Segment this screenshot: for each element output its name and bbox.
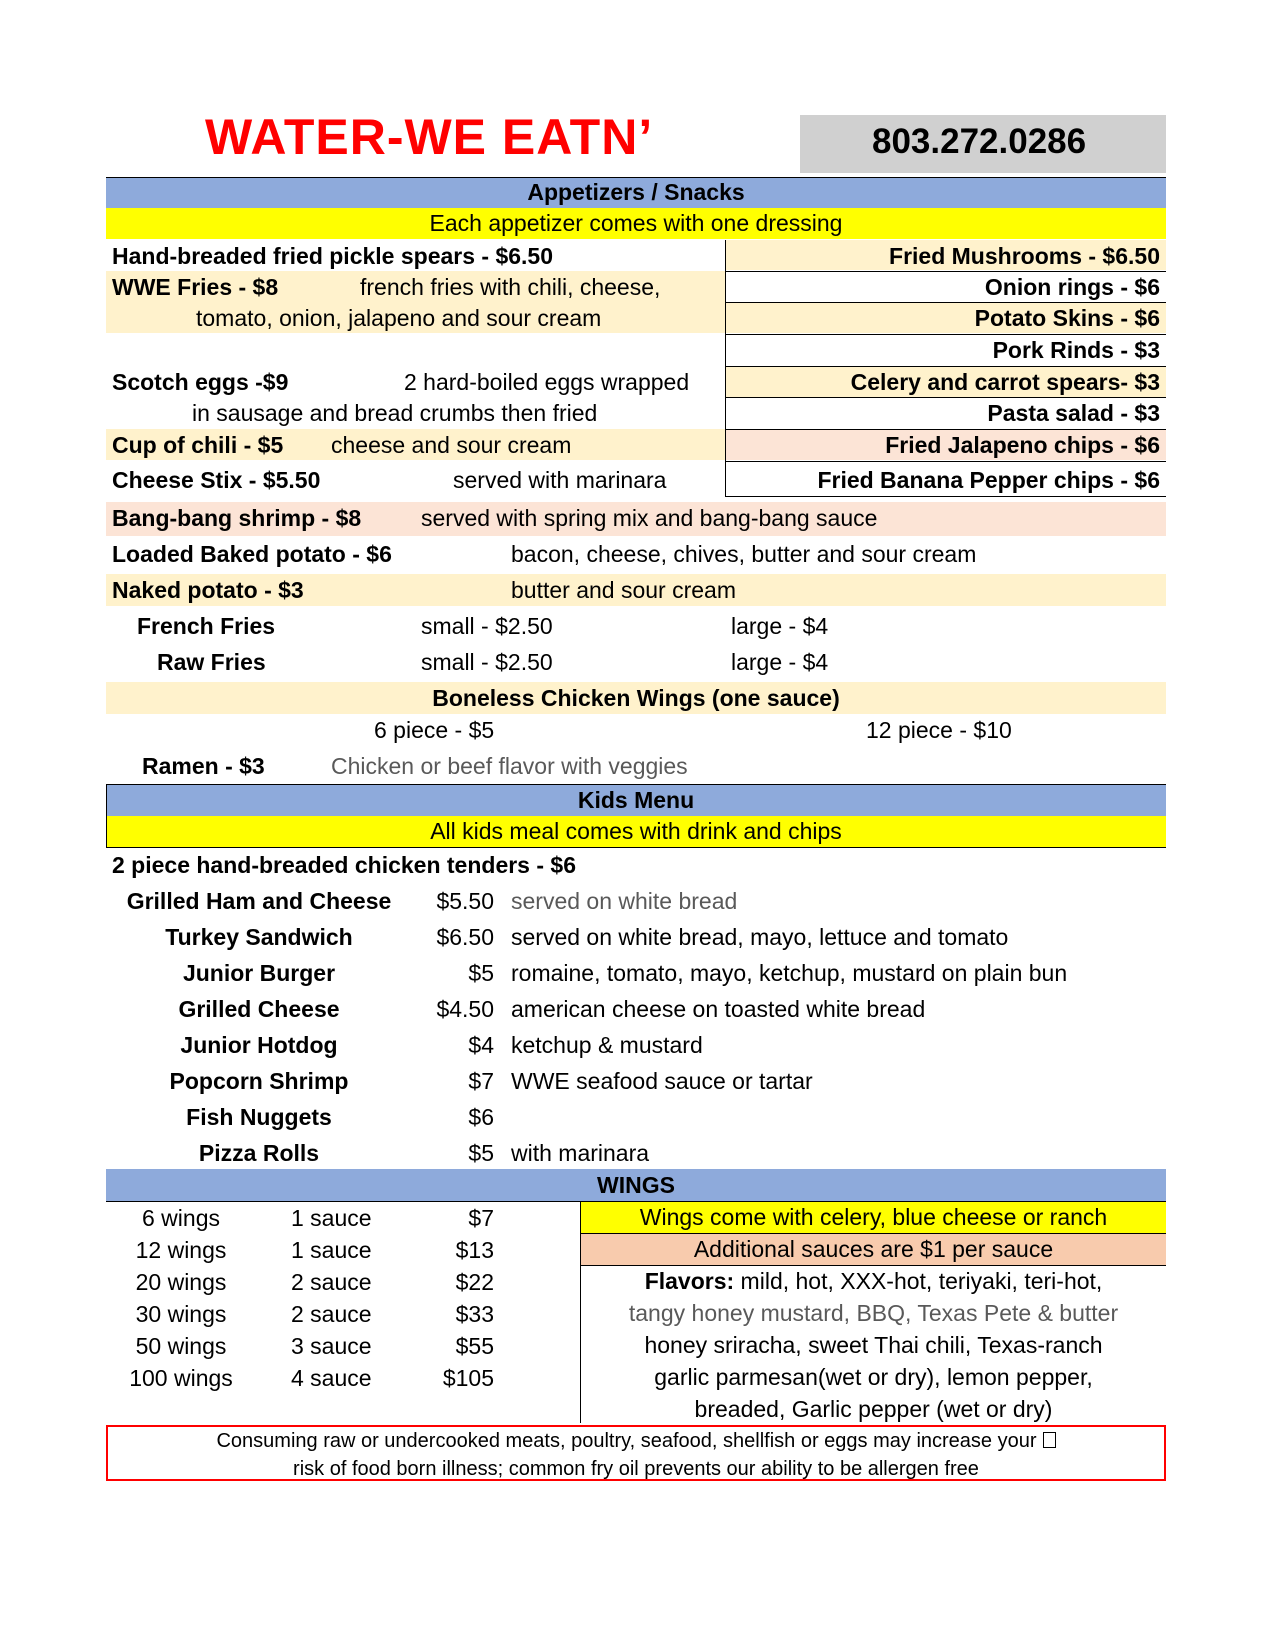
- item-onion-rings: Onion rings - $6: [984, 274, 1160, 300]
- scotch-eggs-desc-cont: in sausage and bread crumbs then fried: [192, 400, 598, 426]
- kids-menu-heading: Kids Menu: [106, 784, 1166, 816]
- wings-flavors-line-3: honey sriracha, sweet Thai chili, Texas-ranch: [644, 1332, 1103, 1358]
- wings-sauce-count: 4 sauce: [291, 1365, 372, 1391]
- appetizers-subheading: Each appetizer comes with one dressing: [106, 208, 1166, 239]
- item-pasta-salad: Pasta salad - $3: [987, 400, 1160, 426]
- wings-flavors-line-5: breaded, Garlic pepper (wet or dry): [694, 1396, 1053, 1422]
- kids-item-name: Turkey Sandwich: [165, 924, 353, 950]
- wwe-fries-desc: french fries with chili, cheese,: [360, 274, 661, 300]
- kids-item-desc: ketchup & mustard: [511, 1032, 703, 1058]
- item-fried-mushrooms: Fried Mushrooms - $6.50: [889, 243, 1160, 269]
- wings-count: 100 wings: [129, 1365, 233, 1391]
- kids-item-name: Grilled Cheese: [178, 996, 340, 1022]
- wings-price: $105: [442, 1365, 494, 1391]
- item-french-fries: French Fries: [137, 613, 276, 639]
- wwe-fries-desc-cont: tomato, onion, jalapeno and sour cream: [196, 305, 602, 331]
- item-scotch-eggs: Scotch eggs -$9: [112, 369, 289, 395]
- wings-sauce-count: 3 sauce: [291, 1333, 372, 1359]
- wings-count: 50 wings: [135, 1333, 227, 1359]
- wings-flavors-line-4: garlic parmesan(wet or dry), lemon pepper,: [654, 1364, 1093, 1390]
- disclaimer-text-1: Consuming raw or undercooked meats, poultry, seafood, shellfish or eggs may increase your: [216, 1430, 1037, 1452]
- square-icon: [1043, 1432, 1056, 1448]
- cheese-stix-desc: served with marinara: [453, 467, 667, 493]
- kids-item-price: $5: [468, 960, 494, 986]
- kids-item-desc: romaine, tomato, mayo, ketchup, mustard on plain bun: [511, 960, 1068, 986]
- kids-item-price: $5.50: [436, 888, 494, 914]
- kids-chicken-tenders: 2 piece hand-breaded chicken tenders - $6: [112, 852, 576, 878]
- flavors-label: Flavors:: [644, 1268, 735, 1294]
- item-celery-carrot: Celery and carrot spears- $3: [850, 369, 1160, 395]
- wings-price: $22: [455, 1269, 494, 1295]
- loaded-potato-desc: bacon, cheese, chives, butter and sour cream: [511, 541, 977, 567]
- item-ramen: Ramen - $3: [142, 753, 265, 779]
- restaurant-title: WATER-WE EATN’: [205, 109, 654, 165]
- ramen-desc: Chicken or beef flavor with veggies: [331, 753, 688, 779]
- kids-item-desc: served on white bread, mayo, lettuce and tomato: [511, 924, 1009, 950]
- wings-count: 30 wings: [135, 1301, 227, 1327]
- boneless-wings-heading: Boneless Chicken Wings (one sauce): [106, 682, 1166, 714]
- kids-item-name: Fish Nuggets: [186, 1104, 332, 1130]
- item-bang-bang-shrimp: Bang-bang shrimp - $8: [112, 505, 362, 531]
- item-raw-fries: Raw Fries: [157, 649, 266, 675]
- flavors-text: mild, hot, XXX-hot, teriyaki, teri-hot,: [734, 1268, 1103, 1294]
- wings-count: 20 wings: [135, 1269, 227, 1295]
- appetizers-heading: Appetizers / Snacks: [106, 177, 1166, 208]
- boneless-6-piece: 6 piece - $5: [374, 717, 495, 743]
- kids-item-name: Grilled Ham and Cheese: [126, 888, 392, 914]
- boneless-12-piece: 12 piece - $10: [866, 717, 1012, 743]
- wings-flavors-line-2: tangy honey mustard, BBQ, Texas Pete & butter: [628, 1300, 1119, 1326]
- kids-item-desc: with marinara: [511, 1140, 650, 1166]
- kids-item-desc: served on white bread: [511, 888, 738, 914]
- wings-sauce-count: 2 sauce: [291, 1301, 372, 1327]
- kids-item-desc: american cheese on toasted white bread: [511, 996, 926, 1022]
- naked-potato-desc: butter and sour cream: [511, 577, 737, 603]
- kids-item-price: $5: [468, 1140, 494, 1166]
- wings-sauce-count: 1 sauce: [291, 1237, 372, 1263]
- wings-heading: WINGS: [106, 1169, 1166, 1201]
- french-fries-small: small - $2.50: [421, 613, 553, 639]
- raw-fries-small: small - $2.50: [421, 649, 553, 675]
- kids-menu-subheading: All kids meal comes with drink and chips: [106, 816, 1166, 847]
- french-fries-large: large - $4: [731, 613, 829, 639]
- scotch-eggs-desc: 2 hard-boiled eggs wrapped: [404, 369, 690, 395]
- wings-flavors-line-1: [581, 1265, 1166, 1297]
- phone-number: 803.272.0286: [872, 122, 1087, 161]
- chili-desc: cheese and sour cream: [331, 432, 572, 458]
- item-jalapeno-chips: Fried Jalapeno chips - $6: [885, 432, 1160, 458]
- raw-fries-large: large - $4: [731, 649, 829, 675]
- wings-price: $7: [468, 1205, 494, 1231]
- item-pork-rinds: Pork Rinds - $3: [992, 337, 1160, 363]
- item-cheese-stix: Cheese Stix - $5.50: [112, 467, 321, 493]
- kids-item-price: $4.50: [436, 996, 494, 1022]
- wings-sauce-count: 2 sauce: [291, 1269, 372, 1295]
- wings-note-sauces: Additional sauces are $1 per sauce: [581, 1234, 1166, 1265]
- item-potato-skins: Potato Skins - $6: [974, 305, 1160, 331]
- kids-item-name: Pizza Rolls: [198, 1140, 320, 1166]
- item-pickle-spears: Hand-breaded fried pickle spears - $6.50: [112, 243, 554, 269]
- item-banana-pepper-chips: Fried Banana Pepper chips - $6: [817, 467, 1160, 493]
- wings-sauce-count: 1 sauce: [291, 1205, 372, 1231]
- disclaimer-line-1: [108, 1427, 1164, 1455]
- bang-bang-desc: served with spring mix and bang-bang sauce: [421, 505, 878, 531]
- kids-item-name: Popcorn Shrimp: [169, 1068, 349, 1094]
- kids-item-desc: WWE seafood sauce or tartar: [511, 1068, 813, 1094]
- item-cup-of-chili: Cup of chili - $5: [112, 432, 284, 458]
- kids-item-price: $6.50: [436, 924, 494, 950]
- kids-item-price: $4: [468, 1032, 494, 1058]
- kids-item-price: $6: [468, 1104, 494, 1130]
- item-loaded-potato: Loaded Baked potato - $6: [112, 541, 392, 567]
- kids-item-price: $7: [468, 1068, 494, 1094]
- item-wwe-fries: WWE Fries - $8: [112, 274, 279, 300]
- wings-price: $33: [455, 1301, 494, 1327]
- item-naked-potato: Naked potato - $3: [112, 577, 304, 603]
- wings-note-dressing: Wings come with celery, blue cheese or ranch: [581, 1202, 1166, 1233]
- disclaimer-line-2: risk of food born illness; common fry oil prevents our ability to be allergen free: [293, 1458, 979, 1480]
- kids-item-name: Junior Hotdog: [180, 1032, 338, 1058]
- wings-price: $13: [455, 1237, 494, 1263]
- wings-count: 6 wings: [142, 1205, 220, 1231]
- wings-count: 12 wings: [135, 1237, 227, 1263]
- allergen-disclaimer: [106, 1425, 1166, 1481]
- wings-price: $55: [455, 1333, 494, 1359]
- kids-item-name: Junior Burger: [182, 960, 336, 986]
